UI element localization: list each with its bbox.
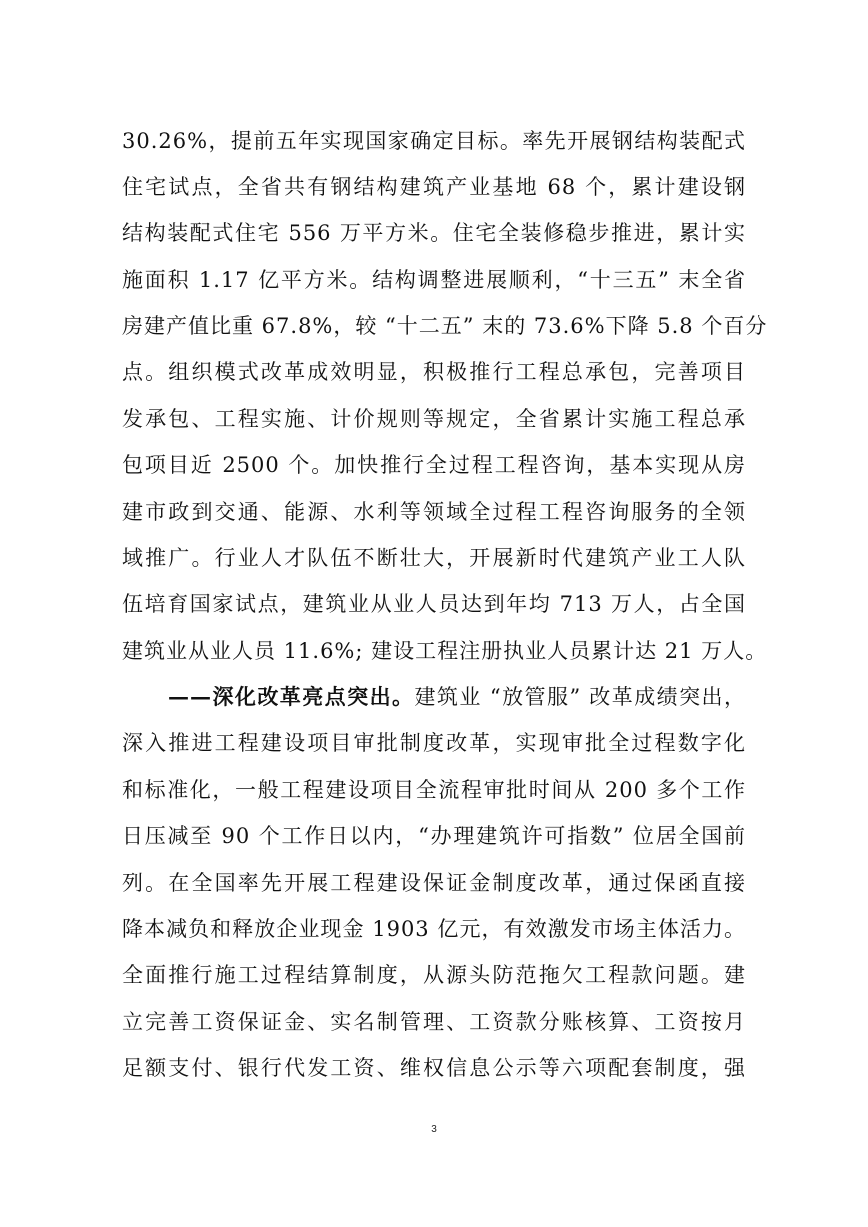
text-line: 降本减负和释放企业现金 1903 亿元，有效激发市场主体活力。 [122, 917, 746, 941]
text-line: 足额支付、银行代发工资、维权信息公示等六项配套制度，强 [122, 1056, 746, 1080]
text-line: 立完善工资保证金、实名制管理、工资款分账核算、工资按月 [122, 1010, 746, 1034]
text-line: 深入推进工程建设项目审批制度改革，实现审批全过程数字化 [122, 731, 746, 755]
text-line: 伍培育国家试点，建筑业从业人员达到年均 713 万人，占全国 [122, 592, 746, 616]
text-line: 住宅试点，全省共有钢结构建筑产业基地 68 个，累计建设钢 [122, 175, 746, 199]
text-line: 域推广。行业人才队伍不断壮大，开展新时代建筑产业工人队 [122, 546, 746, 570]
text-line: 包项目近 2500 个。加快推行全过程工程咨询，基本实现从房 [122, 453, 746, 477]
paragraph-lead-heading: ——深化改革亮点突出。 [168, 684, 415, 709]
text-line: 日压减至 90 个工作日以内，“办理建筑许可指数” 位居全国前 [122, 824, 746, 848]
page-number: 3 [431, 1124, 437, 1135]
text-line: 施面积 1.17 亿平方米。结构调整进展顺利，“十三五” 末全省 [122, 268, 746, 292]
text-line: 建筑业从业人员 11.6%; 建设工程注册执业人员累计达 21 万人。 [122, 639, 768, 663]
text-line: 全面推行施工过程结算制度，从源头防范拖欠工程款问题。建 [122, 963, 746, 987]
text-line: 结构装配式住宅 556 万平方米。住宅全装修稳步推进，累计实 [122, 221, 746, 245]
text-line: 建市政到交通、能源、水利等领域全过程工程咨询服务的全领 [122, 500, 746, 524]
text-line: 点。组织模式改革成效明显，积极推行工程总承包，完善项目 [122, 360, 746, 384]
paragraph-heading-line [168, 674, 746, 720]
text-line: 30.26%，提前五年实现国家确定目标。率先开展钢结构装配式 [122, 129, 746, 153]
text-line: 房建产值比重 67.8%，较 “十二五” 末的 73.6%下降 5.8 个百分 [122, 314, 768, 338]
text-line: 列。在全国率先开展工程建设保证金制度改革，通过保函直接 [122, 871, 746, 895]
text-line: 发承包、工程实施、计价规则等规定，全省累计实施工程总承 [122, 407, 746, 431]
paragraph-lead-rest: 建筑业 “放管服” 改革成绩突出， [414, 685, 746, 709]
text-line: 和标准化，一般工程建设项目全流程审批时间从 200 多个工作 [122, 778, 746, 802]
